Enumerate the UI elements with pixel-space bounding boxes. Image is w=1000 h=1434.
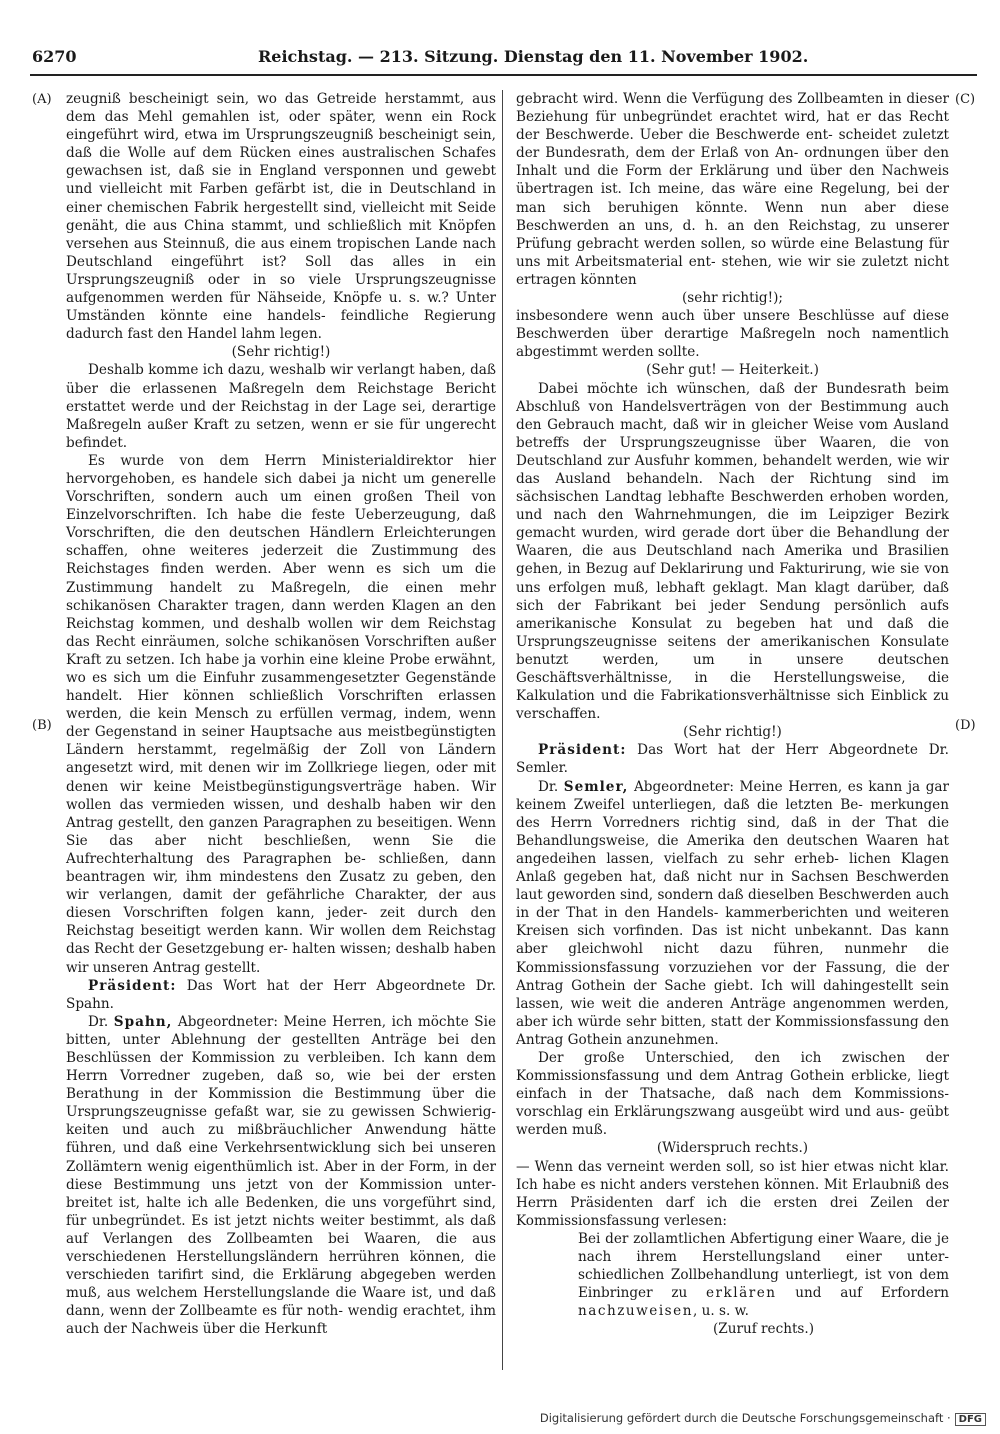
remark-text: Das Wort hat der Herr Abgeordnete Dr. Spahn. bbox=[66, 977, 496, 1012]
speech-text: Abgeordneter: Meine Herren, es kann ja gar keinem Zweifel unterliegen, daß die letzten Be- merkungen des Herrn Vorredners richtig sind, daß in der That die Behandlungsweise, die Amerika den deutschen Waaren hat angedeihen lassen, vielfach zu sehr erheb- lichen Klagen Anlaß gegeben hat, daß nicht nur in Sachsen Beschwerden laut geworden sind, sondern daß dieselben Beschwerden auch in der That in den Handels- kammerberichten und weiteren Kreisen sich vorfinden. Das ist nicht unbekannt. Das kann aber gleichwohl nicht dazu führen, nunmehr die Kommissionsfassung vorzuziehen vor der Fassung, die der Antrag Gothein der Sache giebt. Ich will dahingestellt sein lassen, wie weit die anderen Anträge angenommen werden, aber ich würde sehr bitten, statt der Kommissionsfassung den Antrag Gothein anzunehmen. bbox=[516, 778, 950, 1048]
quote-text: und auf Erfordern bbox=[776, 1285, 949, 1302]
quoted-passage bbox=[578, 1230, 949, 1320]
paragraph: gebracht wird. Wenn die Verfügung des Zollbeamten in dieser Beziehung für unbegründet erachtet wird, hat er das Recht der Beschwerde. Ueber die Beschwerde ent- scheidet zuletzt der Bundesrath, dem der Erlaß von An- ordnungen über den Inhalt und die Form der Erklärung und über den Nachweis übertragen ist. Ich meine, das wäre eine Regelung, bei der man sich beruhigen könnte. Wenn nun aber diese Beschwerden an uns, d. h. an den Reichstag, zu unserer Prüfung gebracht werden sollen, so würde eine Belastung für uns mit Arbeitsmaterial ent- stehen, wie wir sie zuletzt nicht ertragen könnten bbox=[516, 91, 949, 288]
interjection: (Sehr richtig!) bbox=[231, 344, 331, 361]
speaker-name: Präsident: bbox=[538, 742, 627, 759]
speaker-name: Semler, bbox=[563, 778, 629, 795]
digitization-credit bbox=[540, 1411, 986, 1426]
paragraph: Der große Unterschied, den ich zwischen der Kommissionsfassung und dem Antrag Gothein erblicke, liegt einfach in der Thatsache, daß nach dem Kommissions- vorschlag ein Erklärungszwang ausgeübt wird und aus- geübt werden muß. bbox=[516, 1049, 949, 1139]
margin-mark-a: (A) bbox=[32, 92, 52, 107]
dfg-logo: DFG bbox=[955, 1413, 986, 1426]
paragraph: zeugniß bescheinigt sein, wo das Getreide herstammt, aus dem das Mehl gemahlen ist, oder später, wenn ein Rock eingeführt wird, etwa im Ursprungszeugniß bescheinigt sein, daß die Wolle auf dem Rücken eines australischen Schafes gewachsen ist, daß sie in England versponnen und gewebt und vielleicht mit Farben gefärbt ist, die in Deutschland in einer chemischen Fabrik hergestellt sind, vielleicht mit Seide genäht, die aus China stammt, und schließlich mit Knöpfen versehen aus Steinnuß, die aus einem tropischen Lande nach Deutschland eingeführt ist? Soll das alles in ein Ursprungszeugniß oder in so viele Ursprungszeugnisse aufgenommen werden für Nähseide, Knöpfe u. s. w.? Unter Umständen könnte eine handels- feindliche Regierung dadurch fast den Handel lahm legen. bbox=[66, 91, 496, 343]
margin-mark-d: (D) bbox=[955, 718, 976, 733]
quote-text: , u. s. w. bbox=[692, 1303, 749, 1320]
speech-spahn bbox=[66, 1013, 496, 1339]
interjection: (Widerspruch rechts.) bbox=[656, 1140, 809, 1157]
president-remark bbox=[516, 741, 949, 777]
quote-text: Bei der zollamtlichen Abfertigung einer Waare, die je nach ihrem Herstellungsland einer unter- schiedlichen Zollbehandlung unterliegt, ist von dem Einbringer zu bbox=[578, 1230, 949, 1302]
column-divider bbox=[502, 90, 503, 1370]
paragraph: — Wenn das verneint werden soll, so ist hier etwas nicht klar. Ich habe es nicht anders verstehen können. Mit Erlaubniß des Herrn Präsidenten darf ich die ersten drei Zeilen der Kommissionsfassung verlesen: bbox=[516, 1158, 949, 1229]
remark-text: Das Wort hat der Herr Abgeordnete Dr. Semler. bbox=[516, 742, 949, 777]
page-number: 6270 bbox=[32, 47, 77, 66]
paragraph: Es wurde von dem Herrn Ministerialdirektor hier hervorgehoben, es handele sich dabei ja nicht um generelle Vorschriften, sondern auch um einen großen Theil von Einzelvorschriften. Ich habe die feste Ueberzeugung, daß Vorschriften, die den deutschen Händlern Erleichterungen schaffen, ohne weiteres jederzeit die Zustimmung des Reichstages finden werden. Aber wenn es sich um die Zustimmung handelt zu Maßregeln, die einen mehr schikanösen Charakter tragen, dann werden Klagen an den Reichstag kommen, und deshalb wollen wir dem Reichstag das Recht einräumen, solche schikanösen Vorschriften außer Kraft zu setzen. Ich habe ja vorhin eine kleine Probe erwähnt, wo es sich um die Einfuhr zusammengesetzter Gegenstände handelt. Hier können schließlich Vorschriften erlassen werden, die kein Mensch zu erfüllen vermag, indem, wenn der Gegenstand in seiner Hauptsache aus meistbegünstigten Ländern herstammt, regelmäßig der Zoll von Ländern angesetzt wird, mit denen wir im Zollkriege liegen, oder mit denen wir keine Meistbegünstigungsverträge haben. Wir wollen das vermieden wissen, und deshalb haben wir den Antrag gestellt, den ganzen Paragraphen zu beseitigen. Wenn Sie das aber nicht beschließen, wenn Sie die Aufrechterhaltung des Paragraphen be- schließen, dann beantragen wir, ihm mindestens den Zusatz zu geben, den wir verlangen, damit der gefährliche Charakter, der aus diesen Vorschriften folgen kann, jeder- zeit durch den Reichstag beseitigt werden kann. Wir wollen dem Reichstag das Recht der Gesetzgebung er- halten wissen; deshalb haben wir unseren Antrag gestellt. bbox=[66, 452, 496, 976]
interjection: (Sehr gut! — Heiterkeit.) bbox=[646, 362, 819, 379]
paragraph: Deshalb komme ich dazu, weshalb wir verlangt haben, daß über die erlassenen Maßregeln dem Reichstage Bericht erstattet werde und der Reichstag in der Lage sei, derartige Maßregeln außer Kraft zu setzen, wenn er sie für ungerecht befindet. bbox=[66, 362, 496, 451]
speech-semler bbox=[516, 778, 949, 1049]
credit-text: Digitalisierung gefördert durch die Deutsche Forschungsgemeinschaft · bbox=[539, 1411, 951, 1425]
speaker-title: Dr. bbox=[88, 1013, 114, 1030]
interjection: (Sehr richtig!) bbox=[683, 724, 782, 741]
interjection: (sehr richtig!); bbox=[682, 290, 783, 307]
speech-text: Abgeordneter: Meine Herren, ich möchte Sie bitten, unter Ablehnung der gestellten Anträge bei den Beschlüssen der Kommission zu verbleiben. Ich kann dem Herrn Vorredner zugeben, daß so, wie bei der ersten Berathung in der Kommission die Bestimmung über die Ursprungszeugnisse gefaßt war, sie zu gewissen Schwierig- keiten und auch zu mißbräuchlicher Anwendung hätte führen, und daß eine Verkehrsentwicklung sich bei unseren Zollämtern wenig eigenthümlich ist. Aber in der Form, in der diese Bestimmung uns jetzt von der Kommission unter- breitet ist, halte ich alle Bedenken, die uns vorgeführt sind, für unbegründet. Es ist jetzt nichts weiter bestimmt, als daß auf Verlangen des Zollbeamten bei Waaren, die aus verschiedenen Herstellungsländern herrühren können, die verschieden tarifirt sind, die Erklärung abgegeben werden muß, aus welchem Herstellungslande die Waare ist, und daß dann, wenn der Zollbeamte es für noth- wendig erachtet, ihm auch der Nachweis über die Herkunft bbox=[66, 1013, 497, 1338]
speaker-name: Präsident: bbox=[88, 977, 177, 994]
quote-emphasis: erklären bbox=[705, 1285, 777, 1302]
right-column bbox=[516, 90, 949, 1338]
interjection: (Zuruf rechts.) bbox=[712, 1321, 815, 1338]
quote-emphasis: nachzuweisen bbox=[578, 1303, 693, 1320]
running-head: Reichstag. — 213. Sitzung. Dienstag den 11. November 1902. bbox=[258, 47, 809, 66]
paragraph: insbesondere wenn auch über unsere Beschlüsse auf diese Beschwerden über derartige Maßregeln noch namentlich abgestimmt werden sollte. bbox=[516, 308, 949, 361]
margin-mark-b: (B) bbox=[32, 718, 52, 733]
speaker-name: Spahn, bbox=[113, 1013, 173, 1030]
paragraph: Dabei möchte ich wünschen, daß der Bundesrath beim Abschluß von Handelsverträgen von der Bestimmung auch den Gebrauch macht, daß wir in gleicher Weise vom Ausland betreffs der Ursprungszeugnisse über Waaren, die von Deutschland zur Ausfuhr kommen, behandelt werden, wie wir das Ausland behandeln. Nach der Richtung sind im sächsischen Landtag lebhafte Beschwerden erhoben worden, und nach den Wahrnehmungen, die im Leipziger Bezirk gemacht wurden, wird gerade dort über die Behandlung der Waaren, die aus Deutschland nach Amerika und Brasilien gehen, in Bezug auf Deklarirung und Fakturirung, wie sie von uns erfolgen muß, lebhaft geklagt. Man klagt darüber, daß sich der Fabrikant bei jeder Sendung persönlich aufs amerikanische Konsulat zu begeben hat und daß die Ursprungszeugnisse seitens der amerikanischen Konsulate benutzt werden, um in unsere deutschen Geschäftsverhältnisse, in die Herstellungsweise, die Kalkulation und die Fabrikationsverhältnisse sich Einblick zu verschaffen. bbox=[516, 380, 949, 723]
speaker-title: Dr. bbox=[538, 778, 564, 795]
margin-mark-c: (C) bbox=[955, 92, 976, 107]
header-rule bbox=[30, 74, 977, 76]
left-column bbox=[66, 90, 496, 1338]
president-remark bbox=[66, 977, 496, 1013]
